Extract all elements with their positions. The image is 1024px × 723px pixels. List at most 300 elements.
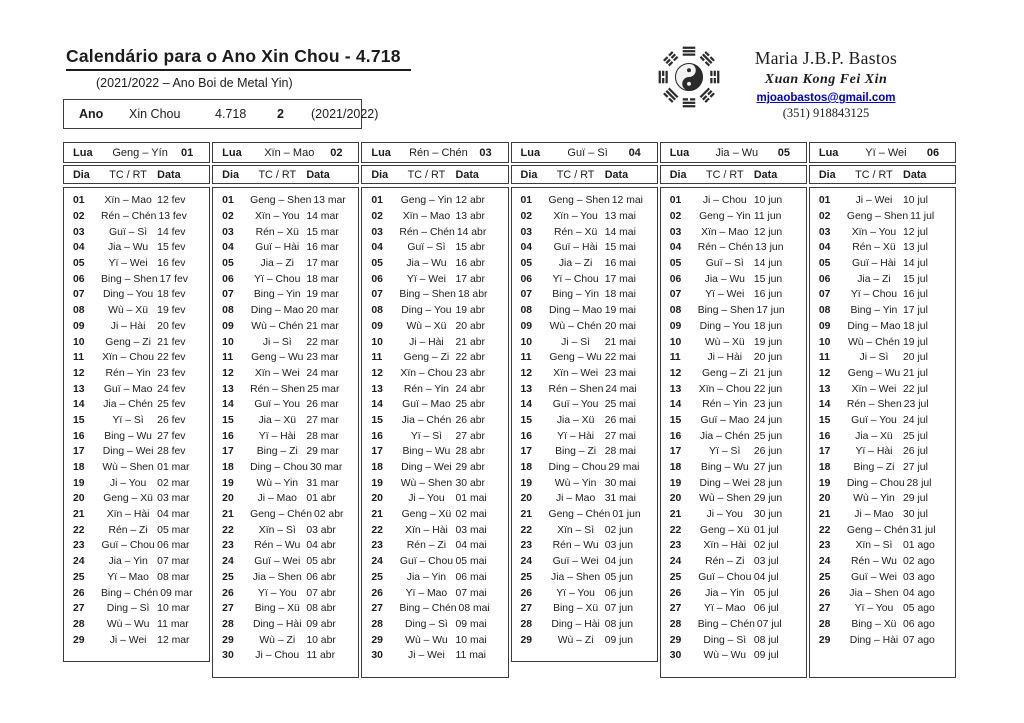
day-stem-branch: Rén – Xü <box>553 226 598 238</box>
day-date: 22 abr <box>455 352 485 364</box>
day-date: 07 abr <box>306 587 336 599</box>
day-stem-branch: Jia – Chén <box>103 399 153 411</box>
day-number: 09 <box>371 320 383 332</box>
day-row <box>73 271 201 287</box>
day-date: 21 jun <box>753 367 783 379</box>
day-stem-branch: Ji – You <box>706 509 743 521</box>
day-date: 11 mai <box>455 650 486 662</box>
day-number: 24 <box>818 556 831 568</box>
day-stem-branch: Guï – Chou <box>101 540 155 552</box>
day-row <box>670 350 798 366</box>
data-header: Data <box>306 168 330 181</box>
school-name: Xuan Kong Fei Xin <box>764 72 888 87</box>
day-number: 18 <box>818 462 831 474</box>
day-date: 13 mar <box>313 195 346 207</box>
day-stem-branch: Wù – Yin <box>554 477 597 489</box>
day-row <box>222 209 350 225</box>
month-header <box>63 142 210 163</box>
day-row <box>73 617 201 633</box>
day-stem-branch: Wù – Shen <box>699 493 751 505</box>
day-row <box>819 303 947 319</box>
data-header: Data <box>903 168 927 181</box>
day-row <box>819 428 947 444</box>
email-link[interactable]: mjoaobastos@gmail.com <box>756 92 896 104</box>
day-stem-branch: Guï – Sì <box>109 226 148 238</box>
day-date: 12 fev <box>157 195 186 207</box>
day-row <box>819 632 947 648</box>
day-stem-branch: Bing – Wu <box>104 430 152 442</box>
day-stem-branch: Bing – Chén <box>399 603 457 615</box>
day-number: 15 <box>222 414 234 426</box>
day-date: 04 mar <box>157 509 190 521</box>
day-row <box>73 334 201 350</box>
day-row <box>371 554 499 570</box>
day-number: 30 <box>669 650 682 662</box>
day-stem-branch: Rén – Chén <box>697 242 754 254</box>
month-name: Xïn – Mao <box>264 146 315 159</box>
tcrt-header: TC / RT <box>258 168 297 181</box>
month-days <box>63 187 210 662</box>
day-row <box>521 224 649 240</box>
day-row <box>371 648 499 664</box>
day-number: 21 <box>669 509 682 521</box>
column-headers <box>660 165 807 184</box>
day-date: 20 jul <box>903 352 928 364</box>
year-summary-box <box>63 99 379 129</box>
day-number: 05 <box>669 258 682 270</box>
day-row <box>371 632 499 648</box>
day-stem-branch: Geng – Chén <box>548 509 611 521</box>
day-date: 03 mar <box>157 493 190 505</box>
day-date: 02 jun <box>604 524 633 536</box>
day-date: 02 mai <box>455 509 487 521</box>
day-row <box>371 475 499 491</box>
day-date: 23 fev <box>157 367 186 379</box>
day-stem-branch: Geng – Wu <box>847 367 901 379</box>
day-date: 05 jun <box>604 571 633 583</box>
day-row <box>371 444 499 460</box>
day-date: 30 abr <box>455 477 485 489</box>
day-number: 03 <box>669 226 682 238</box>
day-number: 03 <box>371 226 383 238</box>
day-number: 14 <box>73 399 85 411</box>
day-date: 14 jun <box>753 258 783 270</box>
day-number: 05 <box>520 258 533 270</box>
month-days <box>361 187 508 678</box>
day-date: 20 mar <box>306 305 339 317</box>
day-row <box>222 444 350 460</box>
tcrt-header: TC / RT <box>705 168 744 181</box>
day-date: 26 mar <box>306 399 339 411</box>
day-date: 28 jun <box>753 477 783 489</box>
day-stem-branch: Guï – Hài <box>255 242 300 254</box>
day-row <box>521 570 649 586</box>
day-stem-branch: Bing – Yin <box>850 305 898 317</box>
day-date: 03 jun <box>604 540 633 552</box>
column-headers <box>809 165 956 184</box>
day-stem-branch: Rén – Zi <box>406 540 447 552</box>
day-stem-branch: Jia – Yin <box>705 587 745 599</box>
day-row <box>819 554 947 570</box>
day-row <box>819 570 947 586</box>
month-number: 03 <box>479 146 492 159</box>
day-date: 13 jun <box>755 242 784 254</box>
day-date: 01 ago <box>903 540 935 552</box>
year-chinese-number: 4.718 <box>215 107 247 121</box>
day-row <box>670 224 798 240</box>
day-number: 22 <box>669 524 682 536</box>
day-date: 14 mai <box>604 226 636 238</box>
day-date: 12 mai <box>611 195 643 207</box>
day-stem-branch: Geng – Shen <box>548 195 610 207</box>
day-number: 16 <box>73 430 85 442</box>
day-stem-branch: Xïn – Chou <box>400 367 453 379</box>
day-date: 07 mai <box>455 587 487 599</box>
day-date: 06 jul <box>753 603 779 615</box>
day-number: 07 <box>520 289 533 301</box>
day-number: 27 <box>222 603 234 615</box>
day-stem-branch: Rén – Shen <box>548 383 604 395</box>
day-stem-branch: Geng – Yin <box>400 195 453 207</box>
day-number: 11 <box>520 352 532 364</box>
day-number: 17 <box>818 446 831 458</box>
day-number: 23 <box>818 540 831 552</box>
tcrt-header: TC / RT <box>556 168 595 181</box>
day-number: 04 <box>73 242 85 254</box>
day-stem-branch: Yï – Sì <box>410 430 443 442</box>
day-row <box>371 397 499 413</box>
day-date: 13 fev <box>158 211 187 223</box>
day-stem-branch: Bing – Shen <box>399 289 456 301</box>
day-number: 22 <box>520 524 533 536</box>
day-row <box>819 522 947 538</box>
day-date: 25 abr <box>455 399 485 411</box>
day-date: 04 ago <box>903 587 935 599</box>
day-row <box>371 366 499 382</box>
day-stem-branch: Geng – Zi <box>403 352 450 364</box>
day-row <box>371 491 499 507</box>
day-date: 23 jun <box>753 399 783 411</box>
day-date: 06 jun <box>604 587 633 599</box>
day-date: 16 mai <box>604 258 636 270</box>
day-date: 28 fev <box>157 446 186 458</box>
day-row <box>521 303 649 319</box>
day-row <box>521 522 649 538</box>
phone-number: (351) 918843125 <box>782 106 870 120</box>
day-date: 20 jun <box>753 352 783 364</box>
day-row <box>819 397 947 413</box>
day-stem-branch: Yï – Mao <box>703 603 746 615</box>
day-number: 03 <box>520 226 533 238</box>
day-row <box>222 570 350 586</box>
month-name: Geng – Yín <box>112 146 168 159</box>
day-row <box>222 287 350 303</box>
day-number: 24 <box>73 556 85 568</box>
day-row <box>73 585 201 601</box>
column-headers <box>63 165 210 184</box>
day-row <box>73 538 201 554</box>
day-number: 28 <box>818 618 831 630</box>
day-stem-branch: Ding – Hài <box>253 618 302 630</box>
day-stem-branch: Wù – Yin <box>853 493 895 505</box>
day-date: 04 jun <box>604 556 633 568</box>
day-number: 01 <box>669 195 682 207</box>
day-date: 09 mai <box>455 618 487 630</box>
column-headers <box>361 165 508 184</box>
day-date: 07 jun <box>604 603 633 615</box>
day-stem-branch: Wù – Wu <box>703 650 747 662</box>
day-date: 03 mai <box>455 524 487 536</box>
day-row <box>819 491 947 507</box>
day-row <box>371 256 499 272</box>
day-stem-branch: Yï – Mao <box>107 571 149 583</box>
day-stem-branch: Jia – Zi <box>558 258 593 270</box>
day-date: 18 fev <box>157 289 186 301</box>
day-stem-branch: Wù – Xü <box>406 320 447 332</box>
day-number: 07 <box>73 289 85 301</box>
day-date: 10 mar <box>157 603 190 615</box>
day-stem-branch: Geng – Wu <box>251 352 304 364</box>
day-date: 19 fev <box>157 305 186 317</box>
day-number: 21 <box>222 509 234 521</box>
day-number: 23 <box>73 540 85 552</box>
day-date: 12 mar <box>157 634 190 646</box>
day-date: 26 fev <box>157 414 186 426</box>
day-row <box>73 287 201 303</box>
dia-header: Dia <box>520 168 538 181</box>
day-date: 01 jul <box>753 524 779 536</box>
title-block <box>66 46 411 90</box>
day-row <box>371 570 499 586</box>
day-number: 25 <box>73 571 85 583</box>
bagua-yinyang-icon <box>656 44 722 110</box>
day-date: 24 mai <box>605 383 637 395</box>
day-row <box>222 381 350 397</box>
day-date: 21 mar <box>306 320 339 332</box>
day-date: 04 mai <box>455 540 487 552</box>
day-date: 10 mai <box>455 634 487 646</box>
day-row <box>222 491 350 507</box>
day-stem-branch: Ji – Sì <box>859 352 889 364</box>
day-stem-branch: Ding – Mao <box>549 305 603 317</box>
day-date: 08 mar <box>157 571 190 583</box>
day-number: 12 <box>818 367 831 379</box>
day-number: 26 <box>818 587 831 599</box>
day-stem-branch: Xïn – Wei <box>851 383 897 395</box>
day-date: 14 abr <box>456 226 487 238</box>
day-number: 20 <box>73 493 85 505</box>
day-row <box>222 334 350 350</box>
day-row <box>670 444 798 460</box>
day-number: 04 <box>818 242 831 254</box>
day-number: 14 <box>520 399 533 411</box>
day-number: 25 <box>818 571 831 583</box>
day-date: 27 mai <box>604 430 636 442</box>
day-date: 27 fev <box>157 430 186 442</box>
day-row <box>521 271 649 287</box>
day-stem-branch: Ding – Sì <box>703 634 747 646</box>
day-date: 11 mar <box>157 618 189 630</box>
day-date: 13 jul <box>903 242 928 254</box>
day-row <box>222 413 350 429</box>
day-number: 29 <box>73 634 85 646</box>
day-number: 09 <box>520 320 533 332</box>
day-number: 21 <box>371 509 383 521</box>
day-number: 03 <box>818 226 831 238</box>
day-number: 13 <box>222 383 234 395</box>
day-number: 06 <box>73 273 85 285</box>
day-stem-branch: Bing – Chén <box>697 618 755 630</box>
day-row <box>73 193 201 209</box>
day-row <box>819 224 947 240</box>
day-row <box>670 601 798 617</box>
day-row <box>521 397 649 413</box>
day-stem-branch: Wù – Zi <box>557 634 594 646</box>
day-row <box>670 554 798 570</box>
month-header <box>361 142 508 163</box>
day-row <box>521 319 649 335</box>
day-number: 26 <box>669 587 682 599</box>
day-row <box>73 319 201 335</box>
day-date: 29 mai <box>608 462 640 474</box>
day-row <box>819 413 947 429</box>
day-number: 12 <box>371 367 383 379</box>
day-stem-branch: Guï – Chou <box>399 556 453 568</box>
day-stem-branch: Xïn – Chou <box>698 383 751 395</box>
day-number: 29 <box>371 634 383 646</box>
day-number: 12 <box>520 367 533 379</box>
day-date: 29 abr <box>455 462 485 474</box>
day-date: 27 mar <box>306 414 339 426</box>
day-row <box>73 522 201 538</box>
day-row <box>670 428 798 444</box>
day-number: 23 <box>669 540 682 552</box>
day-date: 12 jul <box>903 226 928 238</box>
day-row <box>521 334 649 350</box>
day-date: 16 jun <box>753 289 783 301</box>
day-date: 14 fev <box>157 226 186 238</box>
day-row <box>73 350 201 366</box>
day-stem-branch: Geng – Wu <box>549 352 602 364</box>
day-date: 24 abr <box>455 383 485 395</box>
day-stem-branch: Geng – Shen <box>846 211 909 223</box>
day-row <box>521 381 649 397</box>
day-number: 04 <box>371 242 383 254</box>
day-date: 23 mai <box>604 367 636 379</box>
day-stem-branch: Yï – You <box>854 603 894 615</box>
day-row <box>222 240 350 256</box>
day-number: 18 <box>222 462 234 474</box>
day-number: 08 <box>222 305 234 317</box>
day-number: 03 <box>73 226 85 238</box>
day-stem-branch: Jia – Xü <box>855 430 893 442</box>
day-number: 17 <box>73 446 85 458</box>
day-row <box>670 381 798 397</box>
day-number: 06 <box>222 273 234 285</box>
day-stem-branch: Rén – Shen <box>250 383 306 395</box>
day-row <box>819 601 947 617</box>
day-stem-branch: Ji – Mao <box>555 493 596 505</box>
day-date: 09 jul <box>753 650 779 662</box>
day-number: 16 <box>371 430 383 442</box>
day-number: 25 <box>222 571 234 583</box>
day-row <box>819 256 947 272</box>
day-stem-branch: Yï – Hài <box>557 430 595 442</box>
day-number: 22 <box>818 524 831 536</box>
lua-label: Lua <box>818 146 839 159</box>
day-stem-branch: Yï – Chou <box>552 273 599 285</box>
day-number: 20 <box>669 493 682 505</box>
page-subtitle: (2021/2022 – Ano Boi de Metal Yin) <box>96 76 293 90</box>
day-date: 15 abr <box>455 242 485 254</box>
day-row <box>670 319 798 335</box>
day-row <box>819 381 947 397</box>
day-number: 29 <box>222 634 234 646</box>
day-stem-branch: Yï – Sì <box>709 446 741 458</box>
day-date: 04 abr <box>306 540 336 552</box>
day-date: 08 jul <box>753 634 779 646</box>
day-row <box>521 193 649 209</box>
day-date: 03 ago <box>903 571 935 583</box>
day-stem-branch: Wù – Shen <box>102 462 154 474</box>
day-number: 20 <box>222 493 234 505</box>
day-date: 05 mai <box>455 556 487 568</box>
day-date: 14 mar <box>306 211 339 223</box>
day-number: 10 <box>818 336 831 348</box>
day-number: 28 <box>520 618 533 630</box>
day-stem-branch: Ji – Chou <box>255 650 300 662</box>
day-stem-branch: Bing – Chén <box>101 587 159 599</box>
day-row <box>73 632 201 648</box>
day-date: 22 jun <box>753 383 783 395</box>
day-row <box>73 554 201 570</box>
day-row <box>521 601 649 617</box>
day-number: 16 <box>222 430 234 442</box>
day-stem-branch: Ding – Chou <box>846 477 905 489</box>
day-row <box>371 601 499 617</box>
day-stem-branch: Guï – Hài <box>851 258 896 270</box>
dia-header: Dia <box>669 168 687 181</box>
day-date: 05 ago <box>903 603 935 615</box>
day-stem-branch: Jia – Shen <box>849 587 899 599</box>
day-number: 29 <box>520 634 533 646</box>
month-table-05 <box>660 142 807 678</box>
day-date: 26 mai <box>604 414 636 426</box>
day-date: 03 jul <box>753 556 779 568</box>
day-number: 24 <box>222 556 234 568</box>
day-stem-branch: Xïn – Hài <box>405 524 448 536</box>
day-date: 22 fev <box>157 352 186 364</box>
month-table-04 <box>511 142 658 678</box>
day-date: 14 jul <box>903 258 928 270</box>
month-name: Rén – Chén <box>409 146 468 159</box>
day-stem-branch: Jia – Chén <box>699 430 750 442</box>
month-days <box>660 187 807 678</box>
day-row <box>73 444 201 460</box>
day-date: 24 jun <box>753 414 783 426</box>
day-number: 27 <box>520 603 533 615</box>
day-row <box>521 413 649 429</box>
day-stem-branch: Wù – Chén <box>549 320 602 332</box>
day-row <box>521 350 649 366</box>
day-date: 22 mar <box>306 336 339 348</box>
day-date: 25 jul <box>903 430 928 442</box>
day-stem-branch: Xïn – You <box>851 226 897 238</box>
page-title: Calendário para o Ano Xin Chou - 4.718 <box>66 46 411 71</box>
day-date: 17 mar <box>306 258 339 270</box>
day-date: 30 mar <box>309 462 343 474</box>
day-number: 11 <box>222 352 234 364</box>
